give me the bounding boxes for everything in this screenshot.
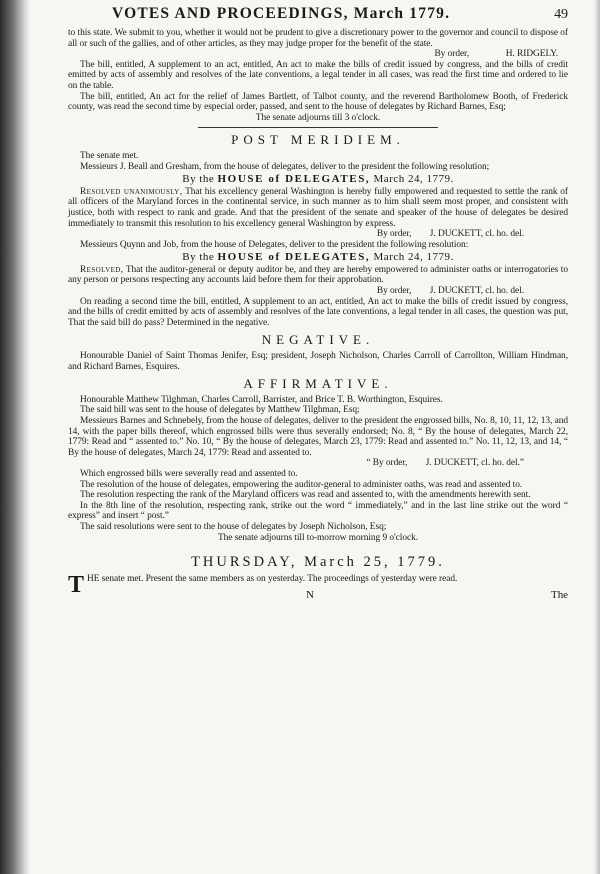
paragraph: The senate met. [80,150,139,161]
text-column [68,6,568,604]
resolution-heading [68,174,568,185]
resolution-text: That the auditor-general or deputy auditor be, and they are hereby empowered to administer oaths or interrogatories to any person or persons respecting any accounts laid before them for their approbation. [68,264,568,286]
byline-house: HOUSE of DELEGATES, [217,251,371,264]
signature-line: By order, H. RIDGELY. [434,49,558,60]
signature-line: By order, J. DUCKETT, cl. ho. del. [376,286,524,297]
signature-line: “ By order, J. DUCKETT, cl. ho. del.” [366,458,524,469]
running-header [68,6,568,28]
opening-text: HE senate met. Present the same members as on yesterday. The proceedings of yesterday were read. [86,573,458,584]
day-heading: THURSDAY, March 25, 1779. [191,554,445,571]
running-title: VOTES AND PROCEEDINGS, March 1779. [112,5,451,22]
resolution-paragraph [68,187,568,229]
section-heading-post-meridiem: POST MERIDIEM. [231,132,405,148]
page-edge-shadow [594,0,600,874]
paragraph: The resolution respecting the rank of the Maryland officers was read and assented to, with the amendments herewith sent. [80,490,531,501]
page-number: 49 [554,7,568,22]
byline-prefix: By the [182,173,215,186]
adjournment-line: The senate adjourns till to-morrow morning 9 o'clock. [217,532,419,543]
binding-gutter-shadow [0,0,30,874]
byline-date: March 24, 1779. [373,173,454,186]
resolution-text: That his excellency general Washington is hereby fully empowered and requested to settle the rank of all officers of the Maryland forces in the continental service, in such manner as to him shall seem most proper, and consistent with justice, both with respect to rank and grade. And that the president of the senate and speaker of the house of delegates be desired immediately to transmit this resolution to his excellency general Washington by express. [68,186,568,229]
paragraph: In the 8th line of the resolution, respecting rank, strike out the word “ immediately,” and in the last line strike out the word “ express” and insert “ post.” [68,500,568,522]
catchword: The [551,589,568,602]
paragraph: to this state. We submit to you, whether it would not be prudent to give a discretionary power to the governor and council to dispose of all or such of the gallies, and of other articles, as they may judge proper for the benefit of the state. [68,28,568,49]
resolved-lead: Resolved, [80,264,124,275]
signature-mark: N [306,589,314,602]
adjournment-line: The senate adjourns till 3 o'clock. [255,112,381,123]
signature-line: By order, J. DUCKETT, cl. ho. del. [376,229,524,240]
paragraph: Messieurs Quynn and Job, from the house of Delegates, deliver to the president the following resolution: [80,239,469,250]
paragraph: The said bill was sent to the house of delegates by Matthew Tilghman, Esq; [80,405,360,416]
paragraph: Messieurs Barnes and Schnebely, from the house of delegates, deliver to the president the engrossed bills, No. 8, 10, 11, 12, 13, and 14, with the paper bills thereof, which engrossed bills were thus severally endorsed; No. 8, “ By the house of delegates, March 22, 1779: Read and “ assented to.” No. 10, “ By the house of delegates, March 23, 1779: Read and assented to.” No. 11, 12, 13, and 14, “ By the house of delegates, March 24, 1779: Read and assented to. [68,416,568,458]
resolution-heading [68,252,568,263]
paragraph: Honourable Matthew Tilghman, Charles Carroll, Barrister, and Brice T. B. Worthington, Esquires. [80,394,443,405]
byline-date: March 24, 1779. [373,251,454,264]
paragraph: Messieurs J. Beall and Gresham, from the house of delegates, deliver to the president the following resolution; [80,161,490,172]
paragraph: The said resolutions were sent to the house of delegates by Joseph Nicholson, Esq; [80,521,387,532]
resolved-lead: Resolved unanimously, [80,186,183,197]
byline-prefix: By the [182,251,215,264]
section-heading-negative: NEGATIVE. [261,332,375,348]
paragraph: The bill, entitled, A supplement to an act, entitled, An act to make the bills of credit issued by congress, and the bills of credit emitted by acts of assembly and resolves of the late conventions, a legal tender in all cases, was read the first time and ordered to lie on the table. [68,59,568,91]
resolution-paragraph [68,265,568,286]
paragraph: Which engrossed bills were severally read and assented to. [80,468,298,479]
paragraph: Honourable Daniel of Saint Thomas Jenifer, Esq; president, Joseph Nicholson, Charles Carroll of Carrollton, William Hindman, and Richard Barnes, Esquires. [68,351,568,372]
page-footer [68,588,568,604]
opening-paragraph [68,571,568,598]
paragraph: The resolution of the house of delegates, empowering the auditor-general to administer oaths, was read and assented to. [80,479,523,490]
paragraph: On reading a second time the bill, entitled, A supplement to an act, entitled, An act to make the bills of credit issued by congress, and the bills of credit emitted by acts of assembly and resolves of the late conventions, a legal tender in all cases, the question was put, That the said bill do pass? Determined in the negative. [68,296,568,328]
section-divider [198,127,438,128]
byline-house: HOUSE of DELEGATES, [217,173,371,186]
section-heading-affirmative: AFFIRMATIVE. [243,376,393,392]
paragraph: The bill, entitled, An act for the relief of James Bartlett, of Talbot county, and the reverend Bartholomew Booth, of Frederick county, was read the second time by especial order, passed, and sent to the house of delegates by Richard Barnes, Esq; [68,91,568,113]
drop-cap: T [68,571,84,598]
